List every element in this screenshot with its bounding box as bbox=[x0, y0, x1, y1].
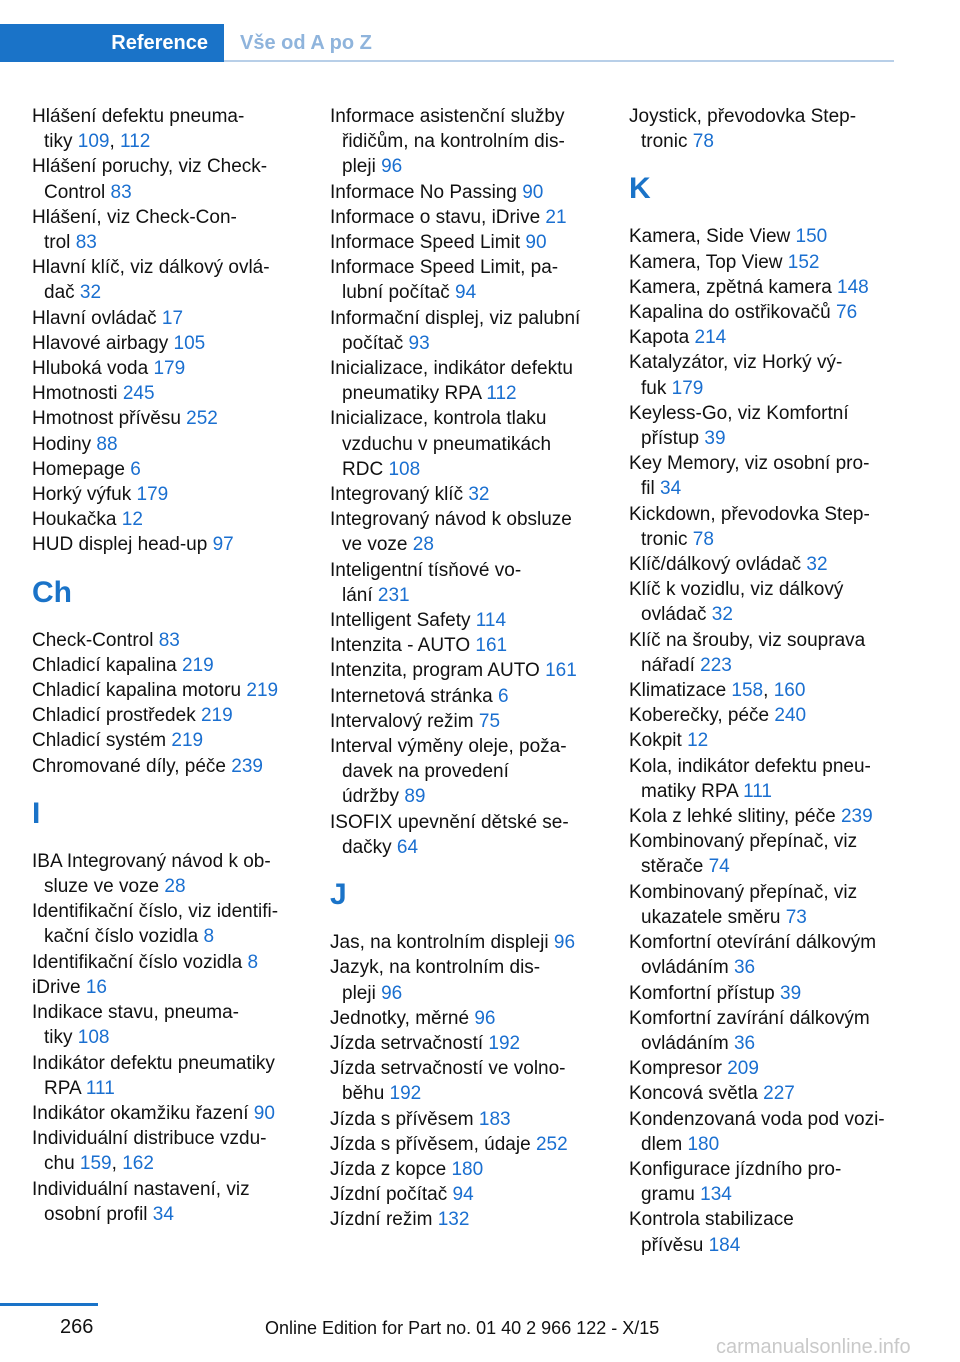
index-entry-text: Integrovaný klíč bbox=[330, 484, 469, 506]
index-entry bbox=[330, 1132, 620, 1157]
page-reference-link[interactable]: 180 bbox=[451, 1158, 484, 1180]
page-reference-link[interactable]: 214 bbox=[694, 327, 727, 349]
index-entry-text: Komfortní zavírání dálkovým ovládáním bbox=[629, 1007, 870, 1054]
page-reference-link[interactable]: 148 bbox=[837, 276, 869, 298]
index-entry bbox=[330, 205, 620, 230]
page-reference-link[interactable]: 209 bbox=[727, 1058, 759, 1080]
page-reference-link[interactable]: 93 bbox=[408, 332, 430, 354]
page-reference-link[interactable]: 32 bbox=[79, 282, 102, 304]
index-entry-text: Intenzita - AUTO bbox=[330, 635, 476, 657]
index-entry bbox=[629, 628, 899, 678]
page-reference-link[interactable]: 8 bbox=[247, 951, 259, 973]
page-reference-link[interactable]: 239 bbox=[231, 755, 263, 777]
index-entry-text: Houkačka bbox=[32, 509, 122, 531]
index-entry bbox=[32, 899, 322, 949]
watermark: carmanualsonline.info bbox=[716, 1336, 911, 1358]
index-entry-text: Koncová světla bbox=[629, 1083, 764, 1105]
index-entry: Hlášení defektu pneuma- tiky 109, 112 bbox=[32, 106, 245, 153]
index-entry bbox=[629, 350, 899, 400]
index-entry bbox=[330, 658, 620, 683]
index-entry bbox=[330, 608, 620, 633]
index-entry bbox=[330, 709, 620, 734]
page-reference-link[interactable]: 161 bbox=[475, 635, 508, 657]
index-entry bbox=[32, 1177, 322, 1227]
section-tab-a-to-z[interactable]: Vše od A po Z bbox=[240, 31, 372, 54]
index-entry bbox=[330, 406, 620, 482]
index-entry-text: Konfigurace jízdního pro- gramu bbox=[629, 1158, 842, 1206]
index-entry-text: Intenzita, program AUTO bbox=[330, 660, 546, 682]
index-entry bbox=[32, 331, 322, 356]
index-column-1 bbox=[32, 104, 322, 1227]
index-entry-text: Intervalový režim bbox=[330, 710, 479, 732]
page-reference-link[interactable]: 97 bbox=[212, 534, 234, 556]
page-header bbox=[0, 24, 960, 64]
index-entry-text: Inteligentní tísňové vo- lání bbox=[330, 559, 522, 606]
page-reference-link[interactable]: 179 bbox=[136, 484, 169, 506]
page-reference-link[interactable]: 114 bbox=[475, 610, 507, 632]
index-entry-text: Informace Speed Limit bbox=[330, 232, 526, 254]
index-entry bbox=[330, 507, 620, 557]
page-reference-link[interactable]: 73 bbox=[785, 906, 807, 928]
index-column-2 bbox=[330, 104, 620, 1233]
page-reference-link[interactable]: 90 bbox=[253, 1102, 275, 1124]
page-reference-link[interactable]: 96 bbox=[553, 932, 576, 954]
index-entry bbox=[32, 1051, 322, 1101]
index-entry-text: Chromované díly, péče bbox=[32, 755, 232, 777]
page-reference-link[interactable]: 219 bbox=[246, 680, 279, 702]
index-entry-text: Kamera, Top View bbox=[629, 251, 788, 273]
index-entry-text: Joystick, převodovka Step- tronic bbox=[629, 106, 857, 153]
index-entry-text: Indikace stavu, pneuma- tiky bbox=[32, 1002, 240, 1049]
page-reference-link[interactable]: 111 bbox=[85, 1077, 115, 1099]
index-entry-text: Individuální nastavení, viz osobní profil bbox=[32, 1178, 250, 1225]
page-reference-link[interactable]: 36 bbox=[733, 957, 756, 979]
page-reference-link[interactable]: 78 bbox=[692, 131, 714, 153]
index-entry bbox=[330, 930, 620, 955]
index-entry bbox=[32, 1000, 322, 1050]
index-entry-text: Kokpit bbox=[629, 730, 688, 752]
index-entry bbox=[330, 1107, 620, 1132]
index-entry-text: ISOFIX upevnění dětské se- dačky bbox=[330, 811, 569, 858]
index-entry bbox=[629, 275, 899, 300]
index-entry-text: Klíč/dálkový ovládač bbox=[629, 554, 807, 576]
index-entry bbox=[32, 975, 322, 1000]
section-tab-reference[interactable]: Reference bbox=[0, 24, 224, 62]
index-letter-heading: K bbox=[629, 172, 651, 206]
index-entry bbox=[629, 1207, 899, 1257]
index-entry bbox=[330, 810, 620, 860]
index-entry bbox=[32, 653, 322, 678]
page-reference-link[interactable]: 240 bbox=[774, 705, 807, 727]
index-entry bbox=[629, 728, 899, 753]
index-entry bbox=[32, 950, 322, 975]
page-reference-link[interactable]: 34 bbox=[152, 1203, 174, 1225]
page-reference-link[interactable]: 17 bbox=[161, 307, 184, 329]
index-entry-text: Hmotnost přívěsu bbox=[32, 408, 187, 430]
page-reference-link[interactable]: 183 bbox=[478, 1108, 511, 1130]
page-reference-link[interactable]: 109 bbox=[77, 131, 110, 153]
page-reference-link[interactable]: 28 bbox=[164, 876, 186, 898]
page-reference-link[interactable]: 180 bbox=[687, 1133, 720, 1155]
page-reference-link[interactable]: 96 bbox=[474, 1007, 496, 1029]
page-reference-link[interactable]: 76 bbox=[836, 302, 858, 324]
page-reference-link[interactable]: 160 bbox=[773, 680, 806, 702]
index-entry bbox=[32, 678, 322, 703]
page-reference-link[interactable]: 12 bbox=[687, 730, 709, 752]
page-reference-link[interactable]: 21 bbox=[545, 206, 567, 228]
index-entry bbox=[629, 577, 899, 627]
index-entry bbox=[330, 734, 620, 810]
index-entry bbox=[629, 1081, 899, 1106]
index-entry-text: Kola, indikátor defektu pneu- matiky RPA bbox=[629, 755, 871, 802]
index-entry bbox=[629, 325, 899, 350]
page-reference-link[interactable]: 105 bbox=[173, 332, 206, 354]
page-reference-link[interactable]: 112 bbox=[486, 383, 517, 405]
index-entry bbox=[32, 703, 322, 728]
index-column-3 bbox=[629, 104, 899, 1258]
index-entry bbox=[629, 451, 899, 501]
index-entry-text: Intelligent Safety bbox=[330, 610, 476, 632]
page-reference-link[interactable]: 74 bbox=[708, 856, 730, 878]
page-reference-link[interactable]: 39 bbox=[780, 982, 802, 1004]
index-entry-text: Kompresor bbox=[629, 1058, 728, 1080]
page-reference-link[interactable]: 150 bbox=[795, 226, 828, 248]
index-entry-text: Informace asistenční služby řidičům, na kontrolním dis- pleji bbox=[330, 106, 565, 178]
index-entry-text: Hluboká voda bbox=[32, 358, 154, 380]
index-entry bbox=[32, 532, 322, 557]
page-reference-link[interactable]: 32 bbox=[468, 484, 490, 506]
index-entry bbox=[330, 955, 620, 1005]
page-reference-link[interactable]: 28 bbox=[412, 534, 434, 556]
index-entry-text: Interval výměny oleje, poža- davek na provedení údržby bbox=[330, 736, 567, 808]
page-reference-link[interactable]: 6 bbox=[130, 458, 141, 480]
index-entry bbox=[32, 849, 322, 899]
page-reference-link[interactable]: 83 bbox=[75, 232, 97, 254]
index-entry bbox=[629, 880, 899, 930]
index-letter-heading: I bbox=[32, 796, 41, 830]
edition-note: Online Edition for Part no. 01 40 2 966 122 - X/15 bbox=[265, 1318, 660, 1338]
index-entry: Individuální distribuce vzdu- chu 159, 162 bbox=[32, 1128, 267, 1175]
index-entry bbox=[32, 457, 322, 482]
index-entry bbox=[32, 306, 322, 331]
index-entry bbox=[32, 754, 322, 779]
index-entry-text: Kamera, Side View bbox=[629, 226, 796, 248]
index-entry-text: Jízda s přívěsem, údaje bbox=[330, 1133, 536, 1155]
index-entry bbox=[330, 1157, 620, 1182]
index-entry-text: Informace o stavu, iDrive bbox=[330, 206, 546, 228]
index-entry-text: Jízda setrvačností bbox=[330, 1032, 489, 1054]
page-reference-link[interactable]: 184 bbox=[708, 1234, 741, 1256]
page-reference-link[interactable]: 108 bbox=[77, 1027, 110, 1049]
page-reference-link[interactable]: 83 bbox=[158, 629, 180, 651]
index-entry-text: Indikátor okamžiku řazení bbox=[32, 1102, 254, 1124]
index-entry-text: Kondenzovaná voda pod vozi- dlem bbox=[629, 1108, 885, 1155]
page-reference-link[interactable]: 94 bbox=[455, 282, 477, 304]
index-entry bbox=[330, 1207, 620, 1232]
index-entry-text: Inicializace, indikátor defektu pneumatiky RPA bbox=[330, 358, 573, 405]
index-entry-text: Komfortní otevírání dálkovým ovládáním bbox=[629, 932, 877, 979]
index-entry bbox=[32, 205, 322, 255]
index-entry bbox=[629, 1107, 899, 1157]
index-entry-text: Identifikační číslo vozidla bbox=[32, 951, 248, 973]
page-reference-link[interactable]: 159 bbox=[79, 1153, 112, 1175]
index-entry bbox=[629, 930, 899, 980]
index-entry bbox=[629, 754, 899, 804]
index-entry bbox=[629, 1056, 899, 1081]
index-entry bbox=[330, 558, 620, 608]
index-entry-text: Kontrola stabilizace přívěsu bbox=[629, 1209, 794, 1256]
index-entry bbox=[330, 1006, 620, 1031]
index-entry bbox=[330, 684, 620, 709]
index-entry-text: Chladicí kapalina bbox=[32, 654, 182, 676]
index-entry-text: Chladicí prostředek bbox=[32, 705, 201, 727]
page-reference-link[interactable]: 32 bbox=[806, 554, 828, 576]
page-reference-link[interactable]: 32 bbox=[711, 604, 733, 626]
page-reference-link[interactable]: 94 bbox=[452, 1184, 474, 1206]
page-reference-link[interactable]: 227 bbox=[763, 1083, 795, 1105]
page-reference-link[interactable]: 78 bbox=[692, 528, 714, 550]
index-entry-text: Kapalina do ostřikovačů bbox=[629, 302, 837, 324]
page-reference-link[interactable]: 89 bbox=[404, 786, 426, 808]
index-entry bbox=[32, 1101, 322, 1126]
index-entry bbox=[32, 406, 322, 431]
index-entry-text: Key Memory, viz osobní pro- fil bbox=[629, 453, 870, 500]
index-entry-text: Informační displej, viz palubní počítač bbox=[330, 307, 581, 354]
index-entry-text: Jízda setrvačností ve volno- běhu bbox=[330, 1058, 566, 1105]
index-entry-text: Hodiny bbox=[32, 433, 97, 455]
index-entry-text: Jednotky, měrné bbox=[330, 1007, 475, 1029]
index-entry-text: Klimatizace bbox=[629, 680, 732, 702]
index-entry bbox=[330, 1056, 620, 1106]
page-reference-link[interactable]: 239 bbox=[840, 806, 873, 828]
page-reference-link[interactable]: 245 bbox=[122, 383, 155, 405]
page-reference-link[interactable]: 96 bbox=[381, 982, 403, 1004]
page-reference-link[interactable]: 36 bbox=[733, 1032, 756, 1054]
page-reference-link[interactable]: 6 bbox=[497, 685, 509, 707]
page-reference-link[interactable]: 179 bbox=[671, 377, 704, 399]
page-reference-link[interactable]: 158 bbox=[731, 680, 764, 702]
index-entry-text: Hlášení, viz Check-Con- trol bbox=[32, 206, 237, 254]
index-entry-text: Hmotnosti bbox=[32, 383, 123, 405]
page-reference-link[interactable]: 192 bbox=[488, 1032, 521, 1054]
page-reference-link[interactable]: 90 bbox=[522, 181, 544, 203]
index-entry-text: Katalyzátor, viz Horký vý- fuk bbox=[629, 352, 843, 399]
index-entry-text: Identifikační číslo, viz identifi- kační číslo vozidla bbox=[32, 901, 279, 948]
index-entry-text: Hlavní ovládač bbox=[32, 307, 162, 329]
page-reference-link[interactable]: 8 bbox=[203, 926, 215, 948]
index-entry bbox=[629, 300, 899, 325]
index-entry bbox=[629, 552, 899, 577]
page-reference-link[interactable]: 90 bbox=[525, 232, 547, 254]
index-entry bbox=[330, 482, 620, 507]
index-entry-text: Jas, na kontrolním displeji bbox=[330, 932, 554, 954]
index-entry-text: Hlavní klíč, viz dálkový ovlá- dač bbox=[32, 257, 270, 304]
page-reference-link[interactable]: 83 bbox=[110, 181, 132, 203]
page-reference-link[interactable]: 152 bbox=[787, 251, 820, 273]
index-entry bbox=[32, 728, 322, 753]
index-entry-text: Koberečky, péče bbox=[629, 705, 775, 727]
index-entry bbox=[629, 502, 899, 552]
index-entry-text: Kombinovaný přepínač, viz stěrače bbox=[629, 831, 858, 878]
page-reference-link[interactable]: 219 bbox=[181, 654, 214, 676]
index-entry-text: Individuální distribuce vzdu- chu bbox=[32, 1128, 267, 1175]
index-entry-text: Informace Speed Limit, pa- lubní počítač bbox=[330, 257, 559, 304]
index-entry-text: IBA Integrovaný návod k ob- sluze ve voze bbox=[32, 850, 271, 898]
page-reference-link[interactable]: 34 bbox=[660, 478, 682, 500]
page-reference-link[interactable]: 112 bbox=[120, 131, 151, 153]
page-reference-link[interactable]: 108 bbox=[388, 458, 421, 480]
index-entry-text: Kola z lehké slitiny, péče bbox=[629, 806, 841, 828]
page-number: 266 bbox=[60, 1316, 94, 1338]
index-entry bbox=[330, 306, 620, 356]
page-reference-link[interactable]: 111 bbox=[743, 780, 772, 802]
index-entry-text: Klíč k vozidlu, viz dálkový ovládač bbox=[629, 579, 844, 626]
index-entry bbox=[629, 981, 899, 1006]
index-entry-text: Jízda z kopce bbox=[330, 1158, 452, 1180]
index-letter-heading: J bbox=[330, 878, 347, 912]
page-reference-link[interactable]: 179 bbox=[153, 358, 186, 380]
index-entry bbox=[629, 104, 899, 154]
index-entry-text: Hlavové airbagy bbox=[32, 332, 174, 354]
index-entry bbox=[629, 224, 899, 249]
index-entry-text: Jízda s přívěsem bbox=[330, 1108, 479, 1130]
index-entry bbox=[629, 1157, 899, 1207]
page-reference-link[interactable]: 88 bbox=[96, 433, 118, 455]
index-entry-text: Inicializace, kontrola tlaku vzduchu v pneumatikách RDC bbox=[330, 408, 552, 480]
page-reference-link[interactable]: 162 bbox=[122, 1153, 154, 1175]
index-entry-text: Jízdní režim bbox=[330, 1209, 438, 1231]
index-entry bbox=[32, 356, 322, 381]
page-reference-link[interactable]: 192 bbox=[389, 1083, 422, 1105]
page-reference-link[interactable]: 39 bbox=[704, 428, 726, 450]
page-reference-link[interactable]: 219 bbox=[171, 730, 204, 752]
index-entry bbox=[629, 250, 899, 275]
page-reference-link[interactable]: 231 bbox=[377, 584, 410, 606]
index-entry bbox=[629, 703, 899, 728]
page-reference-link[interactable]: 132 bbox=[437, 1209, 470, 1231]
index-entry bbox=[629, 829, 899, 879]
index-entry bbox=[32, 255, 322, 305]
index-entry bbox=[32, 507, 322, 532]
index-entry-text: Keyless-Go, viz Komfortní přístup bbox=[629, 402, 849, 450]
index-entry-text: Check-Control bbox=[32, 629, 159, 651]
index-entry bbox=[32, 482, 322, 507]
index-entry bbox=[330, 1031, 620, 1056]
page-reference-link[interactable]: 134 bbox=[700, 1184, 732, 1206]
index-entry-text: Klíč na šrouby, viz souprava nářadí bbox=[629, 629, 866, 676]
page-reference-link[interactable]: 12 bbox=[121, 509, 143, 531]
page-reference-link[interactable]: 223 bbox=[700, 654, 732, 676]
page-reference-link[interactable]: 219 bbox=[200, 705, 233, 727]
index-entry: Klimatizace 158, 160 bbox=[629, 680, 806, 702]
index-entry bbox=[330, 255, 620, 305]
index-entry-text: Chladicí systém bbox=[32, 730, 172, 752]
index-entry-text: Internetová stránka bbox=[330, 685, 498, 707]
index-entry-text: Horký výfuk bbox=[32, 484, 137, 506]
index-entry bbox=[330, 356, 620, 406]
page-reference-link[interactable]: 161 bbox=[545, 660, 577, 682]
index-entry-text: Kapota bbox=[629, 327, 695, 349]
index-entry-text: HUD displej head-up bbox=[32, 534, 213, 556]
index-entry-text: Jízdní počítač bbox=[330, 1184, 453, 1206]
index-entry-text: Hlášení defektu pneuma- tiky bbox=[32, 106, 245, 153]
index-letter-heading: Ch bbox=[32, 575, 72, 609]
index-entry-text: Homepage bbox=[32, 458, 131, 480]
index-entry bbox=[330, 180, 620, 205]
index-entry bbox=[330, 1182, 620, 1207]
index-entry-text: Jazyk, na kontrolním dis- pleji bbox=[330, 957, 541, 1004]
page-reference-link[interactable]: 252 bbox=[535, 1133, 568, 1155]
index-entry bbox=[629, 401, 899, 451]
page-reference-link[interactable]: 75 bbox=[478, 710, 501, 732]
page-reference-link[interactable]: 64 bbox=[396, 836, 419, 858]
index-entry-text: Komfortní přístup bbox=[629, 982, 781, 1004]
index-entry-text: Integrovaný návod k obsluze ve voze bbox=[330, 509, 572, 556]
index-entry-text: Kickdown, převodovka Step- tronic bbox=[629, 503, 870, 550]
page-reference-link[interactable]: 96 bbox=[381, 156, 403, 178]
index-entry-text: Hlášení poruchy, viz Check- Control bbox=[32, 156, 268, 203]
page-reference-link[interactable]: 16 bbox=[85, 976, 107, 998]
index-entry-text: iDrive bbox=[32, 976, 86, 998]
index-entry bbox=[32, 381, 322, 406]
index-entry bbox=[32, 432, 322, 457]
index-entry bbox=[330, 230, 620, 255]
index-entry bbox=[32, 154, 322, 204]
index-entry-text: Kamera, zpětná kamera bbox=[629, 276, 838, 298]
index-entry bbox=[32, 628, 322, 653]
index-entry bbox=[629, 804, 899, 829]
index-entry bbox=[330, 104, 620, 180]
index-entry bbox=[330, 633, 620, 658]
index-entry-text: Informace No Passing bbox=[330, 181, 523, 203]
index-entry bbox=[629, 1006, 899, 1056]
footer-accent-bar bbox=[0, 1303, 98, 1306]
header-divider bbox=[224, 60, 894, 62]
page-reference-link[interactable]: 252 bbox=[186, 408, 218, 430]
index-entry-text: Chladicí kapalina motoru bbox=[32, 680, 247, 702]
index-entry-text: Kombinovaný přepínač, viz ukazatele směru bbox=[629, 881, 858, 928]
index-entry-text: Indikátor defektu pneumatiky RPA bbox=[32, 1052, 275, 1099]
